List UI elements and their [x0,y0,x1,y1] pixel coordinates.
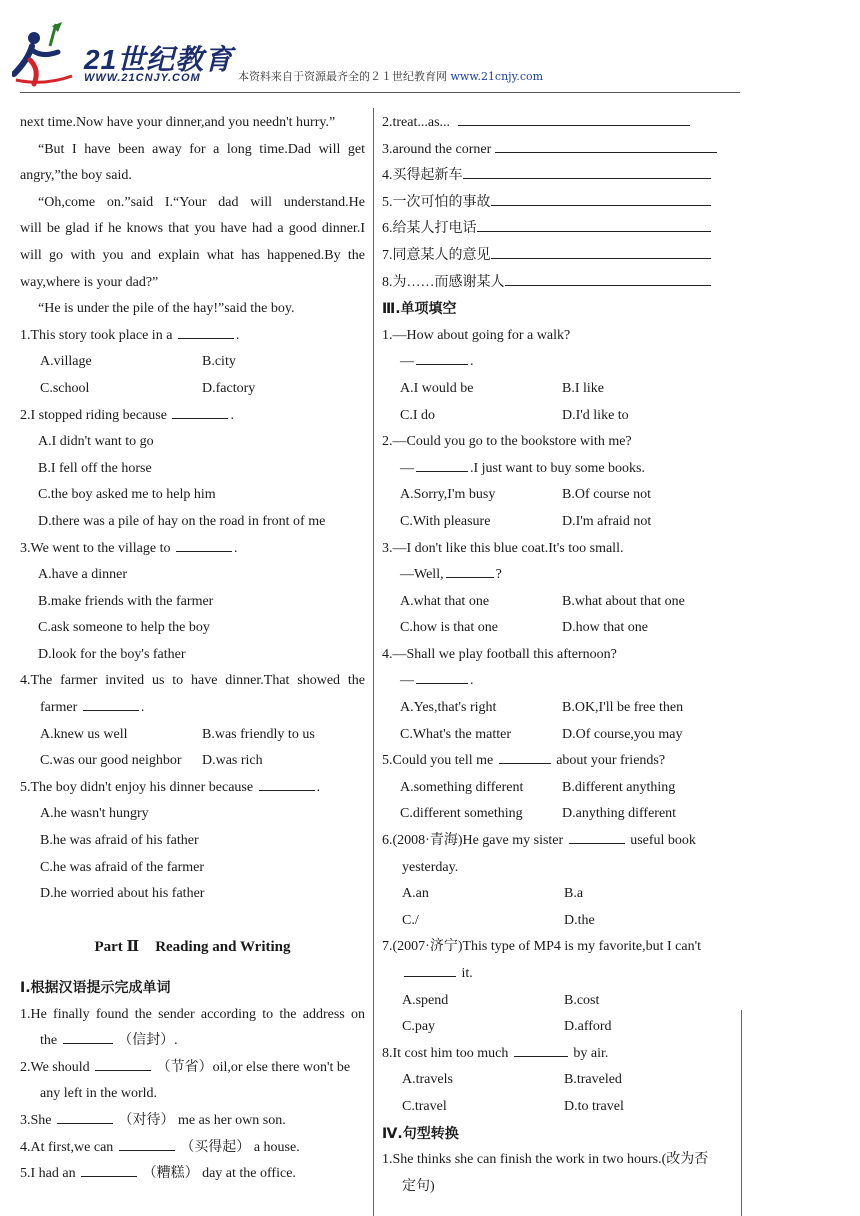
answer-blank[interactable] [178,324,234,339]
runner-logo-icon [12,20,82,90]
option-c[interactable]: C.I do [400,407,435,423]
answer-blank[interactable] [495,138,717,153]
section-heading: Ⅰ.根据汉语提示完成单词 [20,980,171,996]
answer-blank[interactable] [83,696,139,711]
option-b[interactable]: B.I fell off the horse [38,460,152,476]
option-a[interactable]: A.something different [400,779,524,795]
answer-blank[interactable] [458,111,690,126]
options-row [382,376,732,403]
option-a[interactable]: A.travels [402,1072,453,1088]
option-d[interactable]: D.I'd like to [562,407,629,423]
question-1 [20,323,365,350]
phrase-item [382,163,732,190]
punctuation: . [235,327,240,343]
option-c[interactable]: C.was our good neighbor [40,753,182,769]
chinese-hint: （对待） [118,1112,175,1128]
options-row [20,376,365,403]
option-a[interactable]: A.I would be [400,380,474,396]
options-row [382,908,732,935]
answer-blank[interactable] [259,776,315,791]
question-stem-end: useful book [630,833,696,849]
option-b[interactable]: B.what about that one [562,593,685,609]
options-row [382,1014,732,1041]
header-link[interactable]: www.21cnjy.com [450,70,544,83]
option-a[interactable]: A.village [40,354,92,370]
question-3 [20,536,365,563]
phrase-text: 4.买得起新车 [382,168,463,184]
chinese-hint: （买得起） [180,1139,251,1155]
story-line: will be glad if he knows that you have had a good dinner.I [20,221,365,237]
chinese-hint: （信封） [118,1033,175,1049]
option-d[interactable]: D.was rich [202,753,263,769]
question-2 [20,403,365,430]
story-line: angry,”the boy said. [20,168,132,184]
mc-question-1: 1.—How about going for a walk? [382,327,571,343]
item-text: the [40,1033,58,1049]
mc-question-7: 7.(2007·济宁)This type of MP4 is my favorite,but I can't [382,939,702,955]
phrase-item [382,216,732,243]
logo [12,20,242,90]
options-row [382,1067,732,1094]
answer-blank[interactable] [119,1136,175,1151]
option-b[interactable]: B.was friendly to us [202,726,315,742]
option-d[interactable]: D.how that one [562,620,648,636]
left-column [20,110,365,1188]
item-text: day at the office. [202,1166,296,1182]
question-stem: 3.We went to the village to [20,540,171,556]
response-text: —Well, [400,567,444,583]
question-stem: 5.Could you tell me [382,753,494,769]
phrase-text: 5.一次可怕的事故 [382,194,491,210]
right-column [382,110,732,1200]
mc-question-6 [382,828,732,855]
answer-blank[interactable] [446,563,494,578]
options-row [382,615,732,642]
story-line: next time.Now have your dinner,and you needn't hurry.” [20,115,336,130]
option-c[interactable]: C.travel [402,1098,447,1114]
item-text: 3.She [20,1112,52,1128]
part-title [20,934,365,961]
item-text: 5.I had an [20,1166,76,1182]
logo-url: WWW.21CNJY.COM [84,72,201,84]
fill-item-2-cont: any left in the world. [40,1086,158,1102]
dash: — [400,673,414,689]
fill-item-1-cont [20,1028,365,1055]
option-b[interactable]: B.cost [564,992,600,1008]
fill-item-4 [20,1135,365,1162]
option-a[interactable]: A.spend [402,992,449,1008]
answer-blank[interactable] [477,217,711,232]
phrase-item [382,137,732,164]
punctuation: . [470,354,474,370]
mc-question-5 [382,748,732,775]
part-number: Part Ⅱ [94,939,140,956]
answer-blank[interactable] [63,1029,113,1044]
option-a[interactable]: A.an [402,886,429,902]
options-row [20,748,365,775]
answer-blank[interactable] [57,1109,113,1124]
answer-blank[interactable] [514,1042,568,1057]
punctuation: . [470,673,474,689]
question-stem: 2.I stopped riding because [20,407,167,423]
option-d[interactable]: D.the [564,912,595,928]
option-a[interactable]: A.Yes,that's right [400,700,497,716]
punctuation: ? [495,567,502,583]
phrase-item [382,110,732,137]
response-text: .I just want to buy some books. [470,460,645,476]
option-b[interactable]: B.city [202,354,236,370]
spacer [20,961,365,975]
options-row [382,482,732,509]
question-stem: 8.It cost him too much [382,1045,509,1061]
option-d[interactable]: D.I'm afraid not [562,513,652,529]
option-c[interactable]: C.how is that one [400,620,498,636]
question-stem-end: by air. [573,1045,609,1061]
question-stem-end: about your friends? [556,753,666,769]
answer-blank[interactable] [505,271,711,286]
option-a[interactable]: A.what that one [400,593,490,609]
column-divider [373,108,374,1216]
answer-blank[interactable] [416,669,468,684]
story-line: “But I have been away for a long time.Dad will get [38,141,365,157]
options-row [382,403,732,430]
phrase-text: 3.around the corner [382,141,492,157]
question-stem: 5.The boy didn't enjoy his dinner because [20,779,254,795]
answer-blank[interactable] [95,1056,151,1071]
option-c[interactable]: C.the boy asked me to help him [38,487,216,503]
phrase-text: 8.为……而感谢某人 [382,274,505,290]
mc-question-4: 4.—Shall we play football this afternoon? [382,646,617,662]
question-stem: 1.This story took place in a [20,327,173,343]
options-row [382,722,732,749]
options-row [382,881,732,908]
option-d[interactable]: D.afford [564,1019,612,1035]
option-c[interactable]: C.pay [402,1019,436,1035]
item-text: 2.We should [20,1059,90,1075]
story-line: will go with you and explain what has happened.By the [20,247,365,263]
option-b[interactable]: B.Of course not [562,487,652,503]
mc-question-7-cont [382,961,732,988]
answer-blank[interactable] [416,350,468,365]
phrase-text: 6.给某人打电话 [382,221,477,237]
answer-blank[interactable] [416,457,468,472]
phrase-text: 7.同意某人的意见 [382,247,491,263]
options-row [382,801,732,828]
answer-blank[interactable] [172,404,228,419]
chinese-hint: （糟糕） [142,1166,199,1182]
option-b[interactable]: B.he was afraid of his father [40,833,199,849]
item-text: a house. [253,1139,300,1155]
section-heading: Ⅳ.句型转换 [382,1125,459,1142]
header-note-text: 本资料来自于资源最齐全的２１世纪教育网 [238,70,447,83]
answer-blank[interactable] [569,829,625,844]
option-d[interactable]: D.anything different [562,806,677,822]
mc-question-8 [382,1041,732,1068]
item-text: me as her own son. [178,1112,286,1128]
mc-question-3: 3.—I don't like this blue coat.It's too small. [382,540,624,556]
right-margin-line [741,1010,742,1216]
mc-question-2: 2.—Could you go to the bookstore with me? [382,434,632,450]
mc-response [382,456,732,483]
section-heading: Ⅲ.单项填空 [382,301,457,318]
transform-item-1-cont: 定句) [402,1178,435,1194]
option-c[interactable]: C.different something [400,806,523,822]
option-b[interactable]: B.a [564,886,584,902]
option-a[interactable]: A.knew us well [40,726,128,742]
phrase-item [382,190,732,217]
transform-item-1: 1.She thinks she can finish the work in two hours.(改为否 [382,1152,709,1168]
mc-question-6-cont: yesterday. [402,859,459,875]
answer-blank[interactable] [491,244,711,259]
answer-blank[interactable] [463,164,711,179]
option-b[interactable]: B.different anything [562,779,676,795]
fill-item-2 [20,1055,365,1082]
option-c[interactable]: C.With pleasure [400,513,491,529]
question-stem: farmer [40,700,78,716]
item-text: 4.At first,we can [20,1139,114,1155]
option-d[interactable]: D.look for the boy's father [38,646,186,662]
mc-response [382,668,732,695]
answer-blank[interactable] [404,962,456,977]
option-b[interactable]: B.make friends with the farmer [38,593,214,609]
item-text: oil,or else there won't be [212,1059,351,1075]
page-header [0,0,860,95]
phrase-item [382,270,732,297]
option-d[interactable]: D.Of course,you may [562,726,683,742]
fill-item-3 [20,1108,365,1135]
header-divider [20,92,740,93]
story-line: “Oh,come on.”said I.“Your dad will understand.He [38,194,365,210]
answer-blank[interactable] [499,749,551,764]
phrase-text: 2.treat...as... [382,115,451,130]
option-b[interactable]: B.traveled [564,1072,622,1088]
punctuation: . [140,700,145,716]
question-5 [20,775,365,802]
header-note [238,68,543,84]
option-a[interactable]: A.I didn't want to go [38,434,154,450]
logo-text: 21世纪教育 [84,44,234,75]
answer-blank[interactable] [81,1162,137,1177]
options-row [382,589,732,616]
question-stem-end: it. [461,966,473,981]
options-row [20,722,365,749]
option-a[interactable]: A.he wasn't hungry [40,806,149,822]
option-b[interactable]: B.OK,I'll be free then [562,700,684,716]
mc-response [382,349,732,376]
punctuation: . [316,779,321,795]
dash: — [400,460,414,476]
options-row [382,988,732,1015]
story-line: way,where is your dad?” [20,274,159,290]
options-row [20,349,365,376]
question-4: 4.The farmer invited us to have dinner.That showed the [20,673,365,689]
options-row [382,1094,732,1121]
story-line: “He is under the pile of the hay!”said the boy. [38,301,295,317]
mc-response [382,562,732,589]
option-c[interactable]: C.he was afraid of the farmer [40,859,205,875]
option-c[interactable]: C.What's the matter [400,726,511,742]
punctuation: . [230,407,234,423]
fill-item-5 [20,1161,365,1188]
options-row [382,695,732,722]
option-a[interactable]: A.have a dinner [38,567,128,583]
option-b[interactable]: B.I like [562,380,604,396]
option-c[interactable]: C./ [402,912,419,928]
option-a[interactable]: A.Sorry,I'm busy [400,487,496,503]
answer-blank[interactable] [176,537,232,552]
option-d[interactable]: D.to travel [564,1098,624,1114]
options-row [382,509,732,536]
options-row [382,775,732,802]
option-d[interactable]: D.factory [202,380,256,396]
item-text: . [174,1033,178,1049]
option-d[interactable]: D.there was a pile of hay on the road in front of me [38,513,326,529]
question-stem: 6.(2008·青海)He gave my sister [382,833,564,849]
dash: — [400,354,414,370]
fill-item-1: 1.He finally found the sender according to the address on [20,1006,365,1022]
phrase-item [382,243,732,270]
punctuation: . [234,540,238,556]
question-4-cont [20,695,365,722]
part-name: Reading and Writing [155,939,291,956]
option-d[interactable]: D.he worried about his father [40,886,205,902]
chinese-hint: （节省） [156,1059,213,1075]
spacer [20,908,365,935]
answer-blank[interactable] [491,191,711,206]
option-c[interactable]: C.ask someone to help the boy [38,620,210,636]
option-c[interactable]: C.school [40,380,90,396]
